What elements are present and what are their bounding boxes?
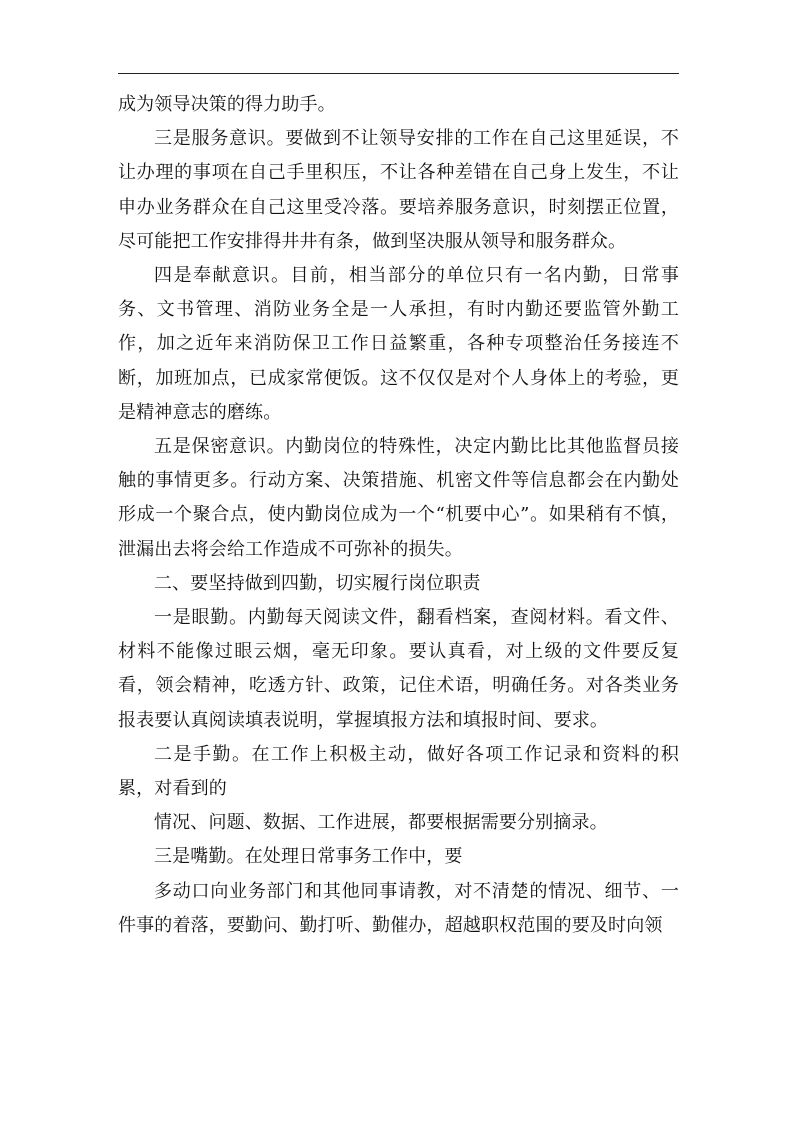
paragraph-mouth-diligence-continued: 多动口向业务部门和其他同事请教，对不清楚的情况、细节、一件事的着落，要勤问、勤打听、勤催办，超越职权范围的要及时向领 — [118, 880, 679, 936]
paragraph-hand-diligence: 二是手勤。在工作上积极主动，做好各项工作记录和资料的积累，对看到的 — [118, 743, 679, 800]
paragraph-dedication-awareness: 四是奉献意识。目前，相当部分的单位只有一名内勤，日常事务、文书管理、消防业务全是一人承担，有时内勤还要监管外勤工作，加之近年来消防保卫工作日益繁重，各种专项整治任务接连不断，加班加点，已成家常便饭。这不仅仅是对个人身体上的考验，更是精神意志的磨练。 — [118, 265, 679, 423]
paragraph-service-awareness: 三是服务意识。要做到不让领导安排的工作在自己这里延误，不让办理的事项在自己手里积压，不让各种差错在自己身上发生，不让申办业务群众在自己这里受冷落。要培养服务意识，时刻摆正位置，尽可能把工作安排得井井有条，做到坚决服从领导和服务群众。 — [118, 128, 679, 252]
paragraph-hand-diligence-continued: 情况、问题、数据、工作进展，都要根据需要分别摘录。 — [154, 812, 608, 834]
paragraph-confidentiality-awareness: 五是保密意识。内勤岗位的特殊性，决定内勤比比其他监督员接触的事情更多。行动方案、决策措施、机密文件等信息都会在内勤处形成一个聚合点，使内勤岗位成为一个“机要中心”。如果稍有不慎，泄漏出去将会给工作造成不可弥补的损失。 — [118, 436, 679, 560]
header-rule — [118, 73, 679, 74]
paragraph-eye-diligence: 一是眼勤。内勤每天阅读文件，翻看档案，查阅材料。看文件、材料不能像过眼云烟，毫无印象。要认真看，对上级的文件要反复看，领会精神，吃透方针、政策，记住术语，明确任务。对各类业务报表要认真阅读填表说明，掌握填报方法和填报时间、要求。 — [118, 607, 679, 731]
document-body — [118, 88, 679, 943]
paragraph-continuation: 成为领导决策的得力助手。 — [118, 94, 336, 115]
paragraph-mouth-diligence: 三是嘴勤。在处理日常事务工作中，要 — [154, 846, 463, 868]
section-heading-four-diligences: 二、要坚持做到四勤，切实履行岗位职责 — [154, 572, 481, 594]
